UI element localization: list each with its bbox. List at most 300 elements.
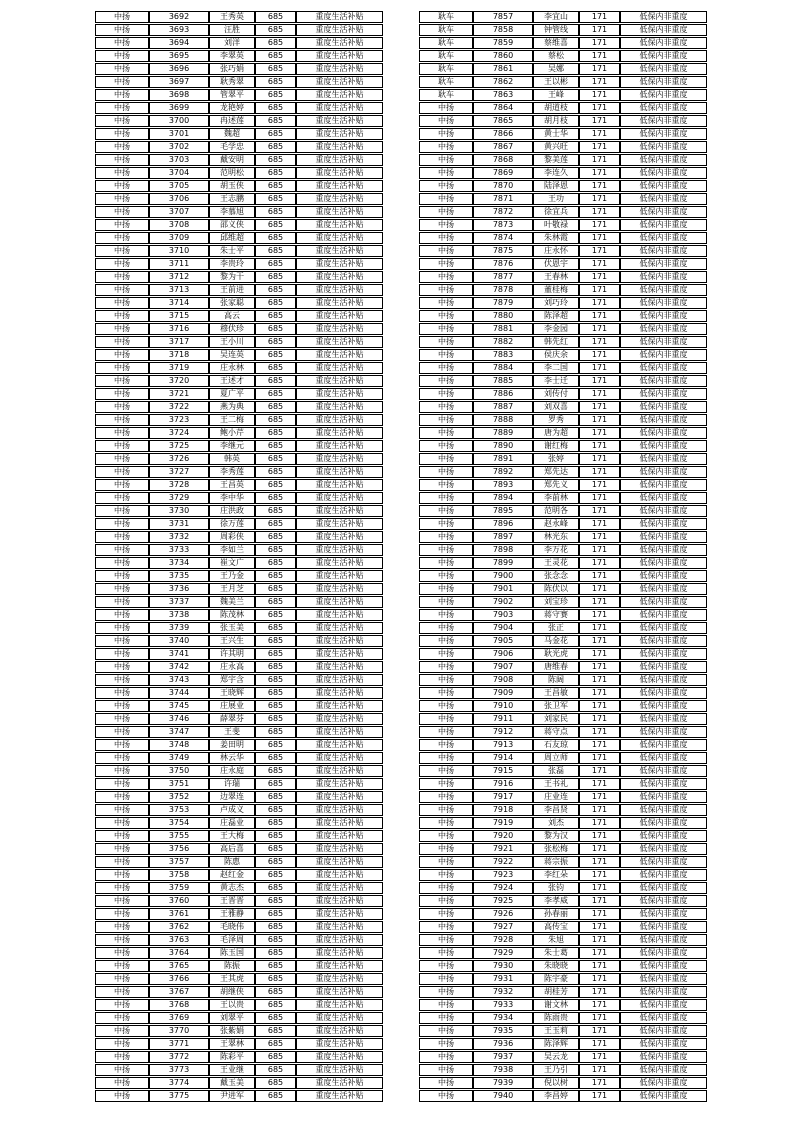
category-cell: 低保内非重度 [620, 1077, 707, 1089]
category-cell: 低保内非重度 [620, 453, 707, 465]
area-cell: 中扬 [419, 609, 473, 621]
area-cell: 中扬 [95, 193, 149, 205]
table-row [95, 934, 383, 946]
person-name-cell: 王前进 [209, 284, 255, 296]
amount-cell: 171 [579, 336, 620, 348]
amount-cell: 171 [579, 518, 620, 530]
amount-cell: 171 [579, 323, 620, 335]
table-row [419, 245, 707, 257]
serial-cell: 3732 [149, 531, 209, 543]
table-row [95, 284, 383, 296]
table-row [95, 570, 383, 582]
area-cell: 中扬 [95, 466, 149, 478]
table-row [95, 947, 383, 959]
person-name-cell: 陈泽辉 [533, 1038, 579, 1050]
table-row [419, 856, 707, 868]
area-cell: 中扬 [95, 154, 149, 166]
category-cell: 重度生活补贴 [296, 596, 383, 608]
person-name-cell: 郑宇含 [209, 674, 255, 686]
category-cell: 重度生活补贴 [296, 544, 383, 556]
area-cell: 中扬 [95, 869, 149, 881]
person-name-cell: 庄洪政 [209, 505, 255, 517]
amount-cell: 685 [255, 518, 296, 530]
area-cell: 耿车 [419, 37, 473, 49]
serial-cell: 7878 [473, 284, 533, 296]
serial-cell: 7904 [473, 622, 533, 634]
table-row [95, 167, 383, 179]
amount-cell: 685 [255, 180, 296, 192]
category-cell: 重度生活补贴 [296, 1038, 383, 1050]
table-row [419, 11, 707, 23]
serial-cell: 7924 [473, 882, 533, 894]
table-row [419, 271, 707, 283]
amount-cell: 171 [579, 11, 620, 23]
amount-cell: 171 [579, 258, 620, 270]
area-cell: 中扬 [95, 804, 149, 816]
person-name-cell: 汪胜 [209, 24, 255, 36]
serial-cell: 7857 [473, 11, 533, 23]
table-row [95, 1064, 383, 1076]
category-cell: 重度生活补贴 [296, 908, 383, 920]
area-cell: 中扬 [95, 687, 149, 699]
person-name-cell: 刘宝珍 [533, 596, 579, 608]
amount-cell: 171 [579, 401, 620, 413]
serial-cell: 3734 [149, 557, 209, 569]
person-name-cell: 叶敬禄 [533, 219, 579, 231]
serial-cell: 7865 [473, 115, 533, 127]
table-row [95, 752, 383, 764]
category-cell: 重度生活补贴 [296, 401, 383, 413]
amount-cell: 685 [255, 856, 296, 868]
table-row [95, 388, 383, 400]
category-cell: 重度生活补贴 [296, 1090, 383, 1102]
person-name-cell: 穆伏珍 [209, 323, 255, 335]
area-cell: 中扬 [419, 960, 473, 972]
amount-cell: 685 [255, 830, 296, 842]
amount-cell: 171 [579, 505, 620, 517]
person-name-cell: 胡月枝 [533, 115, 579, 127]
area-cell: 中扬 [95, 453, 149, 465]
person-name-cell: 张磊 [533, 765, 579, 777]
serial-cell: 7918 [473, 804, 533, 816]
person-name-cell: 龙艳婷 [209, 102, 255, 114]
person-name-cell: 王月芝 [209, 583, 255, 595]
area-cell: 中扬 [95, 596, 149, 608]
category-cell: 低保内非重度 [620, 804, 707, 816]
table-row [95, 869, 383, 881]
serial-cell: 3741 [149, 648, 209, 660]
area-cell: 中扬 [419, 596, 473, 608]
table-row [419, 1025, 707, 1037]
area-cell: 中扬 [95, 258, 149, 270]
table-row [95, 1077, 383, 1089]
category-cell: 重度生活补贴 [296, 1051, 383, 1063]
amount-cell: 171 [579, 986, 620, 998]
table-row [95, 622, 383, 634]
amount-cell: 685 [255, 739, 296, 751]
table-row [419, 310, 707, 322]
serial-cell: 7875 [473, 245, 533, 257]
serial-cell: 3698 [149, 89, 209, 101]
amount-cell: 171 [579, 830, 620, 842]
person-name-cell: 范明松 [209, 167, 255, 179]
amount-cell: 685 [255, 258, 296, 270]
category-cell: 低保内非重度 [620, 63, 707, 75]
amount-cell: 685 [255, 973, 296, 985]
serial-cell: 7930 [473, 960, 533, 972]
amount-cell: 171 [579, 726, 620, 738]
category-cell: 重度生活补贴 [296, 115, 383, 127]
person-name-cell: 蔡维喜 [533, 37, 579, 49]
area-cell: 中扬 [419, 934, 473, 946]
serial-cell: 3727 [149, 466, 209, 478]
amount-cell: 685 [255, 50, 296, 62]
area-cell: 中扬 [419, 141, 473, 153]
serial-cell: 7879 [473, 297, 533, 309]
area-cell: 耿车 [419, 24, 473, 36]
area-cell: 中扬 [419, 713, 473, 725]
area-cell: 中扬 [419, 1038, 473, 1050]
category-cell: 低保内非重度 [620, 596, 707, 608]
table-row [95, 453, 383, 465]
table-row [95, 440, 383, 452]
serial-cell: 3719 [149, 362, 209, 374]
amount-cell: 685 [255, 544, 296, 556]
table-row [95, 791, 383, 803]
amount-cell: 171 [579, 843, 620, 855]
table-row [419, 635, 707, 647]
area-cell: 中扬 [419, 453, 473, 465]
category-cell: 重度生活补贴 [296, 219, 383, 231]
person-name-cell: 李连久 [533, 167, 579, 179]
amount-cell: 685 [255, 141, 296, 153]
category-cell: 重度生活补贴 [296, 284, 383, 296]
table-row [95, 310, 383, 322]
category-cell: 重度生活补贴 [296, 986, 383, 998]
category-cell: 低保内非重度 [620, 908, 707, 920]
area-cell: 中扬 [95, 479, 149, 491]
category-cell: 重度生活补贴 [296, 895, 383, 907]
serial-cell: 3761 [149, 908, 209, 920]
amount-cell: 171 [579, 713, 620, 725]
person-name-cell: 邵义侠 [209, 219, 255, 231]
table-row [419, 843, 707, 855]
table-row [95, 154, 383, 166]
amount-cell: 685 [255, 596, 296, 608]
category-cell: 低保内非重度 [620, 154, 707, 166]
serial-cell: 3731 [149, 518, 209, 530]
table-row [95, 479, 383, 491]
person-name-cell: 陈彩平 [209, 1051, 255, 1063]
area-cell: 中扬 [95, 1051, 149, 1063]
category-cell: 低保内非重度 [620, 752, 707, 764]
person-name-cell: 高后喜 [209, 843, 255, 855]
serial-cell: 7874 [473, 232, 533, 244]
table-row [95, 297, 383, 309]
table-row [419, 544, 707, 556]
area-cell: 中扬 [419, 791, 473, 803]
amount-cell: 685 [255, 440, 296, 452]
table-row [95, 739, 383, 751]
person-name-cell: 王功 [533, 193, 579, 205]
subsidy-table-left-body [95, 11, 383, 1102]
category-cell: 重度生活补贴 [296, 700, 383, 712]
person-name-cell: 范明各 [533, 505, 579, 517]
amount-cell: 171 [579, 440, 620, 452]
area-cell: 中扬 [419, 193, 473, 205]
category-cell: 低保内非重度 [620, 882, 707, 894]
area-cell: 中扬 [95, 219, 149, 231]
category-cell: 低保内非重度 [620, 817, 707, 829]
person-name-cell: 陈泽超 [533, 310, 579, 322]
category-cell: 重度生活补贴 [296, 453, 383, 465]
area-cell: 耿车 [419, 89, 473, 101]
category-cell: 重度生活补贴 [296, 674, 383, 686]
category-cell: 重度生活补贴 [296, 752, 383, 764]
serial-cell: 3759 [149, 882, 209, 894]
person-name-cell: 徐万莲 [209, 518, 255, 530]
serial-cell: 7891 [473, 453, 533, 465]
serial-cell: 3743 [149, 674, 209, 686]
person-name-cell: 王乃引 [533, 1064, 579, 1076]
amount-cell: 685 [255, 674, 296, 686]
amount-cell: 171 [579, 453, 620, 465]
table-row [95, 999, 383, 1011]
area-cell: 中扬 [95, 1064, 149, 1076]
table-row [419, 466, 707, 478]
amount-cell: 171 [579, 271, 620, 283]
table-row [419, 193, 707, 205]
amount-cell: 171 [579, 102, 620, 114]
person-name-cell: 王斐 [209, 726, 255, 738]
person-name-cell: 胡桂芳 [533, 986, 579, 998]
amount-cell: 171 [579, 232, 620, 244]
serial-cell: 7892 [473, 466, 533, 478]
amount-cell: 685 [255, 206, 296, 218]
area-cell: 中扬 [95, 63, 149, 75]
amount-cell: 685 [255, 63, 296, 75]
amount-cell: 685 [255, 414, 296, 426]
table-row [95, 466, 383, 478]
table-row [419, 89, 707, 101]
area-cell: 中扬 [95, 115, 149, 127]
amount-cell: 685 [255, 778, 296, 790]
serial-cell: 7916 [473, 778, 533, 790]
area-cell: 中扬 [419, 271, 473, 283]
area-cell: 中扬 [419, 427, 473, 439]
subsidy-table-right-body [419, 11, 707, 1102]
table-row [95, 375, 383, 387]
person-name-cell: 黎为汉 [533, 830, 579, 842]
area-cell: 中扬 [419, 1051, 473, 1063]
area-cell: 中扬 [419, 323, 473, 335]
category-cell: 重度生活补贴 [296, 50, 383, 62]
serial-cell: 7927 [473, 921, 533, 933]
table-row [419, 427, 707, 439]
serial-cell: 3746 [149, 713, 209, 725]
category-cell: 重度生活补贴 [296, 440, 383, 452]
person-name-cell: 李昌贤 [533, 804, 579, 816]
table-row [95, 687, 383, 699]
area-cell: 中扬 [419, 167, 473, 179]
category-cell: 重度生活补贴 [296, 648, 383, 660]
table-row [95, 50, 383, 62]
table-row [419, 492, 707, 504]
area-cell: 中扬 [95, 180, 149, 192]
person-name-cell: 夏广平 [209, 388, 255, 400]
amount-cell: 171 [579, 908, 620, 920]
area-cell: 中扬 [419, 531, 473, 543]
amount-cell: 171 [579, 180, 620, 192]
amount-cell: 171 [579, 349, 620, 361]
serial-cell: 7881 [473, 323, 533, 335]
amount-cell: 171 [579, 375, 620, 387]
serial-cell: 3722 [149, 401, 209, 413]
category-cell: 低保内非重度 [620, 492, 707, 504]
area-cell: 中扬 [95, 648, 149, 660]
area-cell: 中扬 [95, 895, 149, 907]
table-row [419, 934, 707, 946]
person-name-cell: 罗秀 [533, 414, 579, 426]
area-cell: 中扬 [419, 557, 473, 569]
category-cell: 低保内非重度 [620, 414, 707, 426]
category-cell: 重度生活补贴 [296, 960, 383, 972]
person-name-cell: 朱旭 [533, 934, 579, 946]
area-cell: 中扬 [95, 934, 149, 946]
table-row [419, 388, 707, 400]
table-row [419, 674, 707, 686]
person-name-cell: 郑先达 [533, 466, 579, 478]
amount-cell: 171 [579, 531, 620, 543]
amount-cell: 171 [579, 583, 620, 595]
serial-cell: 3696 [149, 63, 209, 75]
person-name-cell: 刘家民 [533, 713, 579, 725]
person-name-cell: 陈阔 [533, 674, 579, 686]
serial-cell: 3724 [149, 427, 209, 439]
table-row [95, 401, 383, 413]
area-cell: 中扬 [419, 739, 473, 751]
table-row [95, 349, 383, 361]
amount-cell: 685 [255, 999, 296, 1011]
table-row [419, 1012, 707, 1024]
area-cell: 中扬 [419, 180, 473, 192]
serial-cell: 7864 [473, 102, 533, 114]
person-name-cell: 林光东 [533, 531, 579, 543]
category-cell: 重度生活补贴 [296, 310, 383, 322]
category-cell: 重度生活补贴 [296, 661, 383, 673]
serial-cell: 3737 [149, 596, 209, 608]
person-name-cell: 李如兰 [209, 544, 255, 556]
category-cell: 重度生活补贴 [296, 778, 383, 790]
person-name-cell: 李前林 [533, 492, 579, 504]
area-cell: 中扬 [419, 661, 473, 673]
category-cell: 重度生活补贴 [296, 518, 383, 530]
amount-cell: 171 [579, 427, 620, 439]
area-cell: 中扬 [419, 908, 473, 920]
amount-cell: 171 [579, 687, 620, 699]
serial-cell: 3699 [149, 102, 209, 114]
table-row [419, 102, 707, 114]
serial-cell: 3709 [149, 232, 209, 244]
area-cell: 中扬 [95, 622, 149, 634]
serial-cell: 7887 [473, 401, 533, 413]
serial-cell: 7923 [473, 869, 533, 881]
serial-cell: 7871 [473, 193, 533, 205]
table-row [95, 336, 383, 348]
person-name-cell: 耿秀翠 [209, 76, 255, 88]
table-row [419, 167, 707, 179]
category-cell: 重度生活补贴 [296, 1025, 383, 1037]
table-row [95, 635, 383, 647]
amount-cell: 171 [579, 297, 620, 309]
category-cell: 低保内非重度 [620, 726, 707, 738]
amount-cell: 171 [579, 557, 620, 569]
person-name-cell: 张念念 [533, 570, 579, 582]
category-cell: 重度生活补贴 [296, 830, 383, 842]
person-name-cell: 庄业连 [533, 791, 579, 803]
serial-cell: 3744 [149, 687, 209, 699]
serial-cell: 3728 [149, 479, 209, 491]
area-cell: 中扬 [95, 414, 149, 426]
table-row [95, 1025, 383, 1037]
serial-cell: 3767 [149, 986, 209, 998]
person-name-cell: 朱士平 [209, 245, 255, 257]
amount-cell: 685 [255, 817, 296, 829]
table-row [419, 648, 707, 660]
amount-cell: 171 [579, 154, 620, 166]
table-row [95, 583, 383, 595]
category-cell: 低保内非重度 [620, 778, 707, 790]
person-name-cell: 李孝威 [533, 895, 579, 907]
category-cell: 低保内非重度 [620, 895, 707, 907]
table-row [419, 440, 707, 452]
category-cell: 低保内非重度 [620, 479, 707, 491]
amount-cell: 685 [255, 713, 296, 725]
amount-cell: 685 [255, 882, 296, 894]
table-row [95, 323, 383, 335]
serial-cell: 7872 [473, 206, 533, 218]
serial-cell: 7915 [473, 765, 533, 777]
category-cell: 低保内非重度 [620, 466, 707, 478]
table-row [95, 960, 383, 972]
category-cell: 低保内非重度 [620, 1025, 707, 1037]
person-name-cell: 朱林霞 [533, 232, 579, 244]
person-name-cell: 薛翠芬 [209, 713, 255, 725]
amount-cell: 685 [255, 310, 296, 322]
person-name-cell: 王志鹏 [209, 193, 255, 205]
table-row [95, 24, 383, 36]
amount-cell: 171 [579, 739, 620, 751]
serial-cell: 7926 [473, 908, 533, 920]
person-name-cell: 庄磊业 [209, 817, 255, 829]
category-cell: 低保内非重度 [620, 960, 707, 972]
area-cell: 中扬 [419, 635, 473, 647]
table-row [95, 414, 383, 426]
category-cell: 低保内非重度 [620, 986, 707, 998]
category-cell: 重度生活补贴 [296, 726, 383, 738]
area-cell: 中扬 [419, 570, 473, 582]
serial-cell: 7932 [473, 986, 533, 998]
category-cell: 低保内非重度 [620, 284, 707, 296]
category-cell: 重度生活补贴 [296, 206, 383, 218]
person-name-cell: 王春林 [533, 271, 579, 283]
category-cell: 重度生活补贴 [296, 882, 383, 894]
amount-cell: 685 [255, 245, 296, 257]
category-cell: 低保内非重度 [620, 323, 707, 335]
category-cell: 低保内非重度 [620, 947, 707, 959]
person-name-cell: 黎为干 [209, 271, 255, 283]
serial-cell: 7934 [473, 1012, 533, 1024]
